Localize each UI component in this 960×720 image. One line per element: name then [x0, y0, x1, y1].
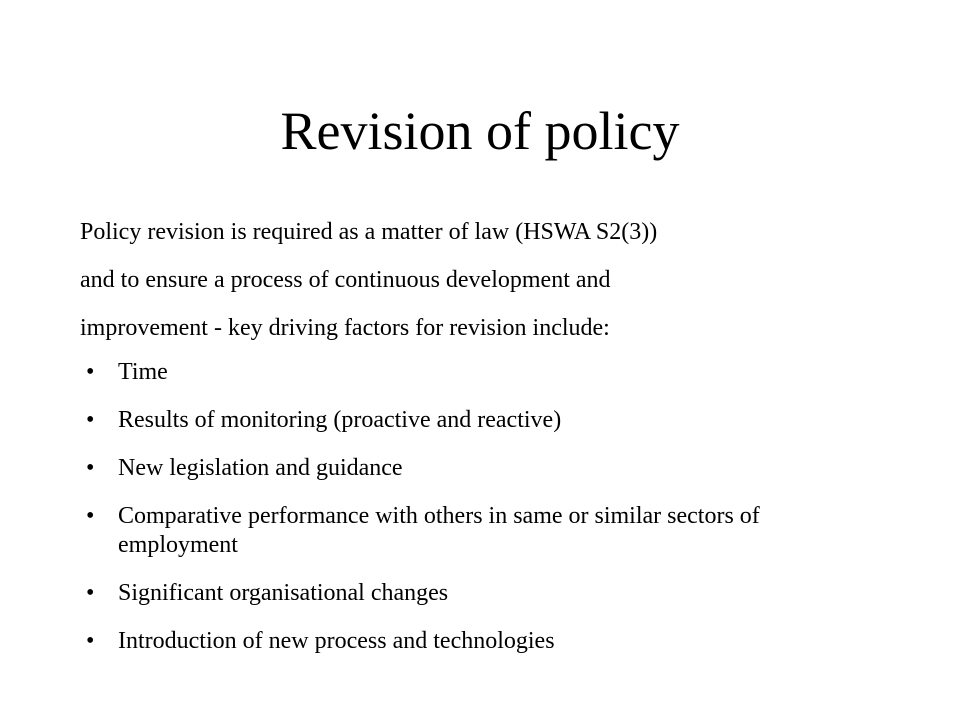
bullet-item: [80, 406, 870, 435]
bullet-item: [80, 502, 870, 560]
bullet-point-icon: •: [86, 359, 95, 385]
bullet-text: Time: [118, 359, 168, 385]
intro-paragraph: [80, 218, 900, 362]
intro-line: and to ensure a process of continuous development and: [80, 267, 611, 293]
bullet-point-icon: •: [86, 503, 95, 529]
bullet-point-icon: •: [86, 455, 95, 481]
bullet-text: Results of monitoring (proactive and reactive): [118, 407, 562, 433]
bullet-point-icon: •: [86, 628, 95, 654]
intro-line: improvement - key driving factors for revision include:: [80, 315, 610, 341]
slide-title: Revision of policy: [280, 101, 680, 161]
bullet-item: [80, 579, 870, 608]
bullet-item: [80, 358, 870, 387]
bullet-text: Comparative performance with others in same or similar sectors of employment: [118, 503, 760, 558]
bullet-text: Significant organisational changes: [118, 580, 449, 606]
bullet-text: New legislation and guidance: [118, 455, 403, 481]
bullet-text: Introduction of new process and technologies: [118, 628, 555, 654]
bullet-list: [80, 358, 870, 675]
bullet-point-icon: •: [86, 580, 95, 606]
bullet-item: [80, 454, 870, 483]
bullet-item: [80, 627, 870, 656]
intro-line: Policy revision is required as a matter of law (HSWA S2(3)): [80, 219, 658, 245]
bullet-point-icon: •: [86, 407, 95, 433]
